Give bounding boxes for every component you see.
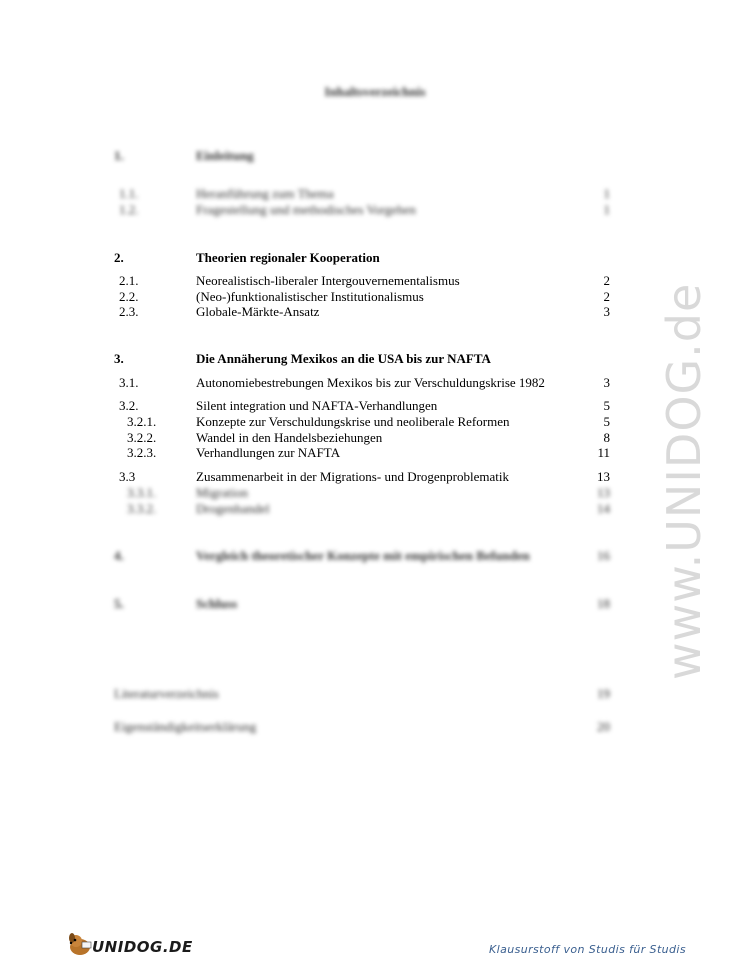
toc-label: Silent integration und NAFTA-Verhandlungen <box>196 398 438 413</box>
toc-entry <box>0 186 750 202</box>
toc-number: 1.1. <box>119 186 139 201</box>
toc-page-number: 13 <box>597 469 610 484</box>
toc-number: 3.3.1. <box>127 485 157 500</box>
toc-page-number: 1 <box>603 202 610 217</box>
toc-label: Schluss <box>196 596 238 611</box>
toc-number: 2.1. <box>119 273 139 288</box>
unidog-logo <box>62 926 192 962</box>
logo-text: UNIDOG.DE <box>92 938 193 956</box>
toc-label: (Neo-)funktionalistischer Institutionalismus <box>196 289 424 304</box>
toc-number: 2.2. <box>119 289 139 304</box>
toc-number: 3.3.2. <box>127 501 157 516</box>
toc-label: Literaturverzeichnis <box>114 686 219 701</box>
watermark <box>592 260 750 690</box>
toc-label: Theorien regionaler Kooperation <box>196 250 380 265</box>
toc-page-number: 3 <box>603 375 610 390</box>
toc-title: Inhaltsverzeichnis <box>324 84 426 99</box>
watermark-text: www.UNIDOG.de <box>657 282 711 680</box>
dog-mascot-icon <box>66 930 94 958</box>
toc-entry <box>0 202 750 218</box>
toc-label: Eigenständigkeitserklärung <box>114 719 257 734</box>
toc-label: Fragestellung und methodisches Vorgehen <box>196 202 416 217</box>
toc-chapter <box>0 148 750 164</box>
toc-number: 5. <box>114 596 124 611</box>
toc-page-number: 20 <box>597 719 610 734</box>
toc-label: Heranführung zum Thema <box>196 186 334 201</box>
toc-label: Autonomiebestrebungen Mexikos bis zur Verschuldungskrise 1982 <box>196 375 545 390</box>
toc-page-number: 11 <box>597 445 610 460</box>
toc-number: 2.3. <box>119 304 139 319</box>
toc-number: 3.2.1. <box>127 414 157 429</box>
toc-label: Drogenhandel <box>196 501 270 516</box>
toc-label: Neorealistisch-liberaler Intergouvernementalismus <box>196 273 460 288</box>
toc-label: Globale-Märkte-Ansatz <box>196 304 320 319</box>
toc-label: Vergleich theoretischer Konzepte mit empirischen Befunden <box>196 548 530 563</box>
toc-number: 3.2.3. <box>127 445 157 460</box>
toc-page-number: 13 <box>597 485 610 500</box>
toc-number: 3.2.2. <box>127 430 157 445</box>
toc-page-number: 16 <box>597 548 610 563</box>
toc-page-number: 3 <box>603 304 610 319</box>
toc-label: Konzepte zur Verschuldungskrise und neoliberale Reformen <box>196 414 510 429</box>
toc-number: 4. <box>114 548 124 563</box>
toc-page-number: 8 <box>603 430 610 445</box>
toc-label: Wandel in den Handelsbeziehungen <box>196 430 383 445</box>
toc-number: 3. <box>114 351 124 366</box>
toc-label: Die Annäherung Mexikos an die USA bis zur NAFTA <box>196 351 491 366</box>
toc-number: 1.2. <box>119 202 139 217</box>
toc-number: 2. <box>114 250 124 265</box>
toc-number: 3.3 <box>119 469 136 484</box>
toc-page-number: 1 <box>603 186 610 201</box>
toc-label: Verhandlungen zur NAFTA <box>196 445 341 460</box>
toc-page-number: 2 <box>603 289 610 304</box>
watermark-svg <box>592 260 750 690</box>
toc-number: 1. <box>114 148 124 163</box>
toc-entry <box>0 719 750 735</box>
toc-page-number: 19 <box>597 686 610 701</box>
toc-number: 3.2. <box>119 398 139 413</box>
toc-number: 3.1. <box>119 375 139 390</box>
toc-label: Migration <box>196 485 248 500</box>
toc-page-number: 5 <box>603 398 610 413</box>
toc-label: Zusammenarbeit in der Migrations- und Drogenproblematik <box>196 469 510 484</box>
toc-page-number: 18 <box>597 596 610 611</box>
footer-tagline: Klausurstoff von Studis für Studis <box>489 943 686 956</box>
toc-page-number: 5 <box>603 414 610 429</box>
toc-label: Einleitung <box>196 148 254 163</box>
toc-page-number: 2 <box>603 273 610 288</box>
toc-page-number: 14 <box>597 501 610 516</box>
